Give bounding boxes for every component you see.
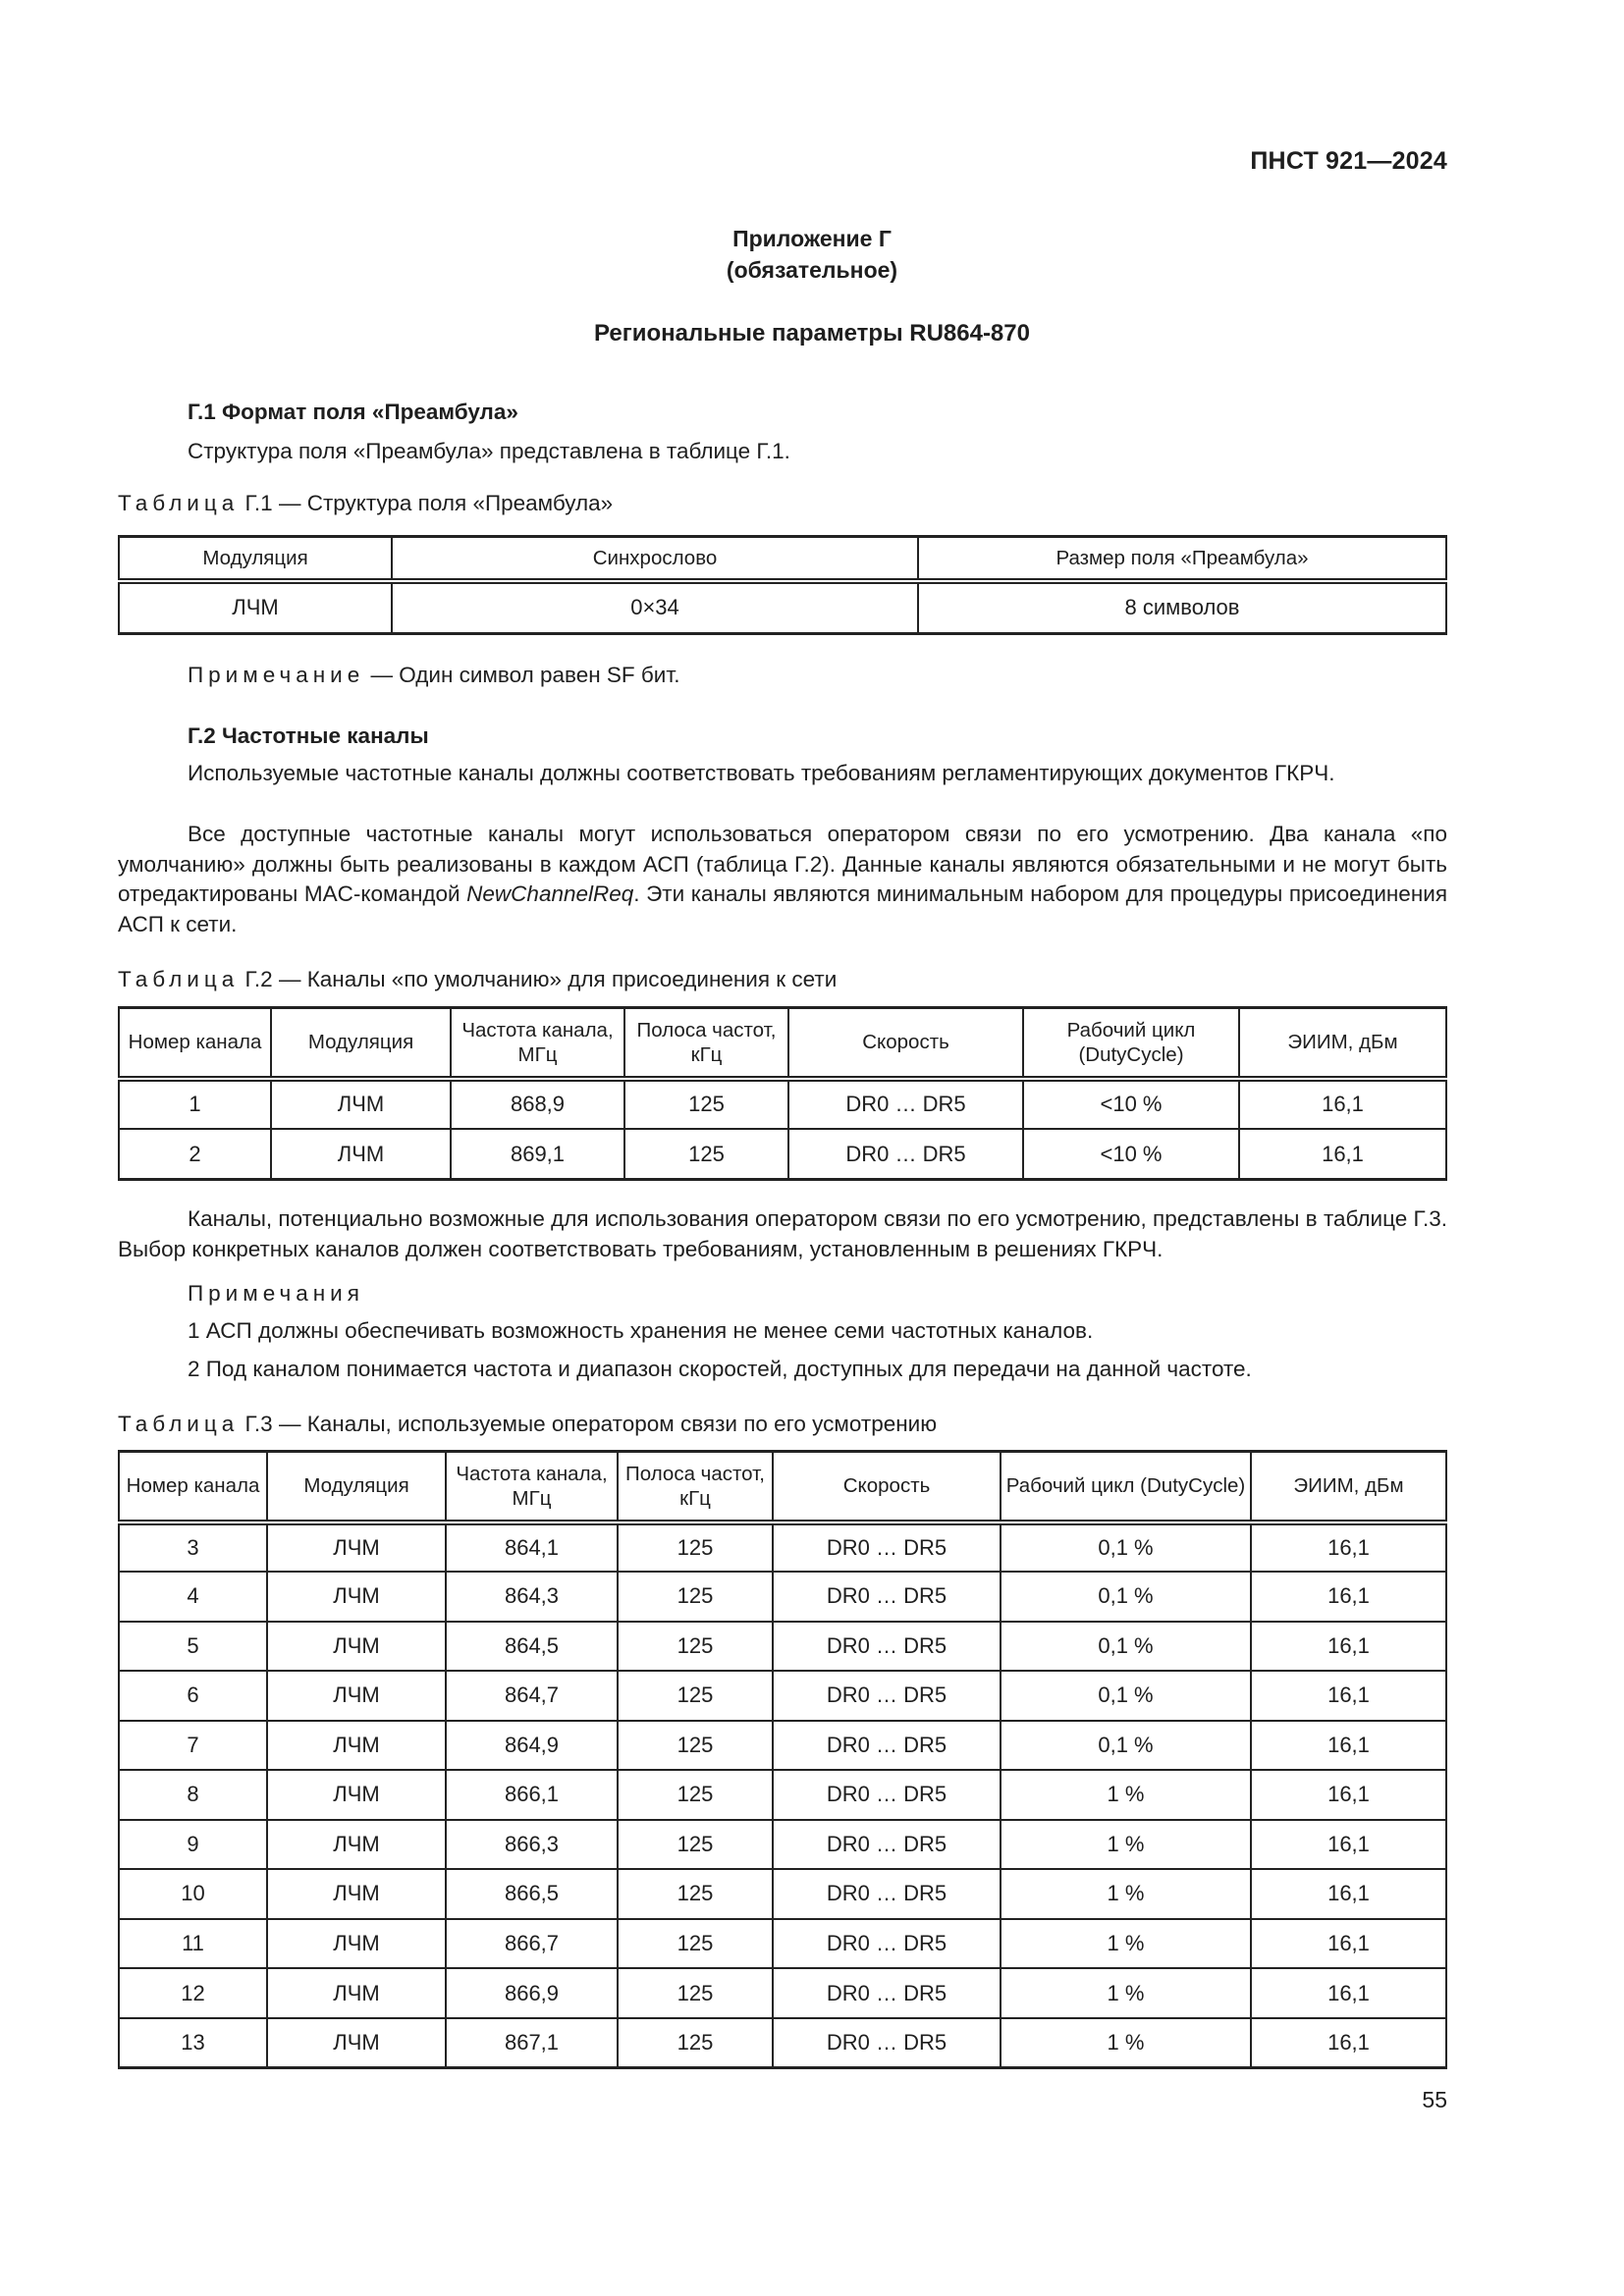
table-row	[119, 1721, 1446, 1771]
table-cell: 16,1	[1251, 1671, 1446, 1721]
table-cell: DR0 … DR5	[773, 2018, 1001, 2068]
table-cell: ЛЧМ	[267, 1919, 446, 1969]
table-cell: 13	[119, 2018, 267, 2068]
table-cell: 867,1	[446, 2018, 618, 2068]
table-cell: 16,1	[1239, 1079, 1446, 1130]
table-cell: ЛЧМ	[119, 581, 392, 634]
table-header: Частота канала, МГц	[446, 1452, 618, 1522]
mac-command-name: NewChannelReq	[466, 881, 634, 906]
table-cell: ЛЧМ	[267, 1721, 446, 1771]
table-cell: 125	[624, 1079, 788, 1130]
table-cell: <10 %	[1023, 1079, 1239, 1130]
table-cell: 125	[618, 1770, 773, 1820]
table-cell: 0,1 %	[1001, 1721, 1251, 1771]
section-2-paragraph-3: Каналы, потенциально возможные для использования оператором связи по его усмотрению, представлены в таблице Г.3. Выбор конкретных каналов должен соответствовать требованиям, установленным в решениях ГКРЧ.	[118, 1206, 1447, 1261]
table-cell: ЛЧМ	[267, 1968, 446, 2018]
table-row	[119, 1522, 1446, 1573]
table-header: Полоса частот, кГц	[618, 1452, 773, 1522]
table-row	[119, 1129, 1446, 1180]
table-cell: 0×34	[392, 581, 918, 634]
table-row	[119, 1968, 1446, 2018]
table-header: Полоса частот, кГц	[624, 1008, 788, 1079]
table-row	[119, 1079, 1446, 1130]
table-cell: ЛЧМ	[267, 1869, 446, 1919]
table-cell: 10	[119, 1869, 267, 1919]
table-cell: ЛЧМ	[267, 1572, 446, 1622]
table-cell: DR0 … DR5	[773, 1522, 1001, 1573]
table-cell: 16,1	[1239, 1129, 1446, 1180]
table-row	[119, 1770, 1446, 1820]
table-cell: 864,9	[446, 1721, 618, 1771]
table-cell: 6	[119, 1671, 267, 1721]
table-1-note	[118, 661, 1447, 691]
table-header: Модуляция	[119, 537, 392, 581]
table-cell: DR0 … DR5	[788, 1129, 1023, 1180]
table-cell: 125	[618, 1522, 773, 1573]
table-cell: 868,9	[451, 1079, 624, 1130]
table-2-caption	[118, 965, 1447, 995]
table-cell: 0,1 %	[1001, 1522, 1251, 1573]
section-1-text: Структура поля «Преамбула» представлена в таблице Г.1.	[188, 439, 790, 463]
table-cell: 1 %	[1001, 2018, 1251, 2068]
annex-heading: Региональные параметры RU864-870	[594, 320, 1030, 347]
table-caption-word: Таблица	[118, 1412, 240, 1436]
table-cell: 9	[119, 1820, 267, 1870]
table-cell: 125	[618, 1869, 773, 1919]
table-cell: DR0 … DR5	[773, 1919, 1001, 1969]
annex-title: Приложение Г	[732, 226, 892, 251]
table-cell: 5	[119, 1622, 267, 1672]
table-cell: 864,3	[446, 1572, 618, 1622]
paragraph-text: . Эти каналы являются минимальным набором для процедуры присоединения АСП к сети.	[118, 881, 1448, 936]
table-cell: 16,1	[1251, 1522, 1446, 1573]
table-header: Модуляция	[267, 1452, 446, 1522]
table-cell: 0,1 %	[1001, 1622, 1251, 1672]
table-cell: ЛЧМ	[267, 1622, 446, 1672]
table-cell: 125	[618, 1572, 773, 1622]
table-cell: 0,1 %	[1001, 1671, 1251, 1721]
table-cell: DR0 … DR5	[773, 1770, 1001, 1820]
note-1: 1 АСП должны обеспечивать возможность хранения не менее семи частотных каналов.	[188, 1318, 1094, 1343]
table-cell: DR0 … DR5	[773, 1968, 1001, 2018]
document-code: ПНСТ 921—2024	[1250, 147, 1447, 175]
table-row	[119, 2018, 1446, 2068]
section-2-heading: Г.2 Частотные каналы	[188, 723, 429, 748]
table-cell: 866,9	[446, 1968, 618, 2018]
table-cell: ЛЧМ	[271, 1129, 451, 1180]
table-cell: 125	[618, 1968, 773, 2018]
table-cell: ЛЧМ	[267, 1671, 446, 1721]
table-cell: 1 %	[1001, 1869, 1251, 1919]
table-cell: 3	[119, 1522, 267, 1573]
table-cell: 866,7	[446, 1919, 618, 1969]
table-cell: DR0 … DR5	[773, 1869, 1001, 1919]
table-header: Рабочий цикл (DutyCycle)	[1023, 1008, 1239, 1079]
table-cell: 869,1	[451, 1129, 624, 1180]
paragraph-text: Все доступные частотные каналы могут использоваться оператором связи по его усмотрению. Два канала «по умолчанию» должны быть реализованы в каждом АСП (таблица Г.2). Данные каналы являются обязательными и не могут быть отредактированы MAC-командой	[118, 822, 1447, 906]
table-cell: 866,3	[446, 1820, 618, 1870]
table-header: ЭИИМ, дБм	[1239, 1008, 1446, 1079]
table-header: Синхрослово	[392, 537, 918, 581]
table-header: Размер поля «Преамбула»	[918, 537, 1446, 581]
note-text: — Один символ равен SF бит.	[364, 663, 680, 687]
table-2-default-channels	[118, 1006, 1447, 1181]
table-cell: 125	[624, 1129, 788, 1180]
table-cell: 16,1	[1251, 1820, 1446, 1870]
table-cell: 125	[618, 2018, 773, 2068]
table-cell: 866,1	[446, 1770, 618, 1820]
table-row	[119, 1671, 1446, 1721]
table-header: Частота канала, МГц	[451, 1008, 624, 1079]
table-cell: 8	[119, 1770, 267, 1820]
table-cell: 12	[119, 1968, 267, 2018]
table-cell: ЛЧМ	[267, 1820, 446, 1870]
table-cell: 125	[618, 1671, 773, 1721]
table-cell: 866,5	[446, 1869, 618, 1919]
notes-title-text: Примечания	[188, 1281, 364, 1306]
table-cell: DR0 … DR5	[773, 1622, 1001, 1672]
table-cell: 16,1	[1251, 1721, 1446, 1771]
table-3-caption	[118, 1410, 1447, 1440]
table-row	[119, 1572, 1446, 1622]
table-cell: DR0 … DR5	[773, 1820, 1001, 1870]
table-row	[119, 1919, 1446, 1969]
table-cell: 16,1	[1251, 1968, 1446, 2018]
table-header: Номер канала	[119, 1008, 271, 1079]
table-caption-text: Г.3 — Каналы, используемые оператором связи по его усмотрению	[239, 1412, 938, 1436]
table-cell: 7	[119, 1721, 267, 1771]
table-cell: DR0 … DR5	[773, 1671, 1001, 1721]
table-cell: 1	[119, 1079, 271, 1130]
table-cell: 864,1	[446, 1522, 618, 1573]
table-cell: 125	[618, 1721, 773, 1771]
table-row	[119, 1820, 1446, 1870]
table-cell: 0,1 %	[1001, 1572, 1251, 1622]
table-caption-word: Таблица	[118, 491, 240, 515]
table-cell: ЛЧМ	[267, 1770, 446, 1820]
table-row	[119, 1622, 1446, 1672]
table-header: Модуляция	[271, 1008, 451, 1079]
table-cell: 16,1	[1251, 1919, 1446, 1969]
table-cell: 11	[119, 1919, 267, 1969]
note-word: Примечание	[188, 663, 365, 687]
table-cell: 8 символов	[918, 581, 1446, 634]
table-cell: 16,1	[1251, 1622, 1446, 1672]
table-3-operator-channels	[118, 1450, 1447, 2069]
table-header: ЭИИМ, дБм	[1251, 1452, 1446, 1522]
table-header: Скорость	[773, 1452, 1001, 1522]
table-1-preamble	[118, 535, 1447, 635]
table-cell: ЛЧМ	[267, 2018, 446, 2068]
page-number: 55	[1422, 2087, 1447, 2112]
table-row	[119, 581, 1446, 634]
table-cell: 125	[618, 1820, 773, 1870]
table-cell: ЛЧМ	[267, 1522, 446, 1573]
table-cell: 125	[618, 1919, 773, 1969]
table-cell: 16,1	[1251, 1572, 1446, 1622]
table-cell: 16,1	[1251, 1770, 1446, 1820]
table-cell: ЛЧМ	[271, 1079, 451, 1130]
section-2-paragraph-2	[118, 820, 1447, 939]
table-header: Скорость	[788, 1008, 1023, 1079]
table-cell: <10 %	[1023, 1129, 1239, 1180]
table-header: Номер канала	[119, 1452, 267, 1522]
table-cell: DR0 … DR5	[773, 1572, 1001, 1622]
table-cell: 1 %	[1001, 1968, 1251, 2018]
table-cell: 1 %	[1001, 1919, 1251, 1969]
section-1-heading: Г.1 Формат поля «Преамбула»	[188, 400, 518, 424]
note-2: 2 Под каналом понимается частота и диапазон скоростей, доступных для передачи на данной частоте.	[188, 1357, 1252, 1381]
table-caption-text: Г.2 — Каналы «по умолчанию» для присоединения к сети	[239, 967, 838, 991]
table-1-caption	[118, 489, 1447, 519]
table-caption-word: Таблица	[118, 967, 240, 991]
table-header: Рабочий цикл (DutyCycle)	[1001, 1452, 1251, 1522]
notes-title	[118, 1279, 1447, 1309]
table-cell: 1 %	[1001, 1820, 1251, 1870]
table-cell: 16,1	[1251, 2018, 1446, 2068]
table-cell: 864,7	[446, 1671, 618, 1721]
table-cell: 864,5	[446, 1622, 618, 1672]
table-row	[119, 1869, 1446, 1919]
table-cell: 4	[119, 1572, 267, 1622]
annex-status: (обязательное)	[726, 257, 898, 283]
section-2-paragraph-1: Используемые частотные каналы должны соответствовать требованиям регламентирующих документов ГКРЧ.	[188, 761, 1335, 785]
table-cell: 2	[119, 1129, 271, 1180]
table-cell: DR0 … DR5	[773, 1721, 1001, 1771]
table-caption-text: Г.1 — Структура поля «Преамбула»	[239, 491, 614, 515]
table-cell: 16,1	[1251, 1869, 1446, 1919]
table-cell: 1 %	[1001, 1770, 1251, 1820]
table-cell: DR0 … DR5	[788, 1079, 1023, 1130]
table-cell: 125	[618, 1622, 773, 1672]
